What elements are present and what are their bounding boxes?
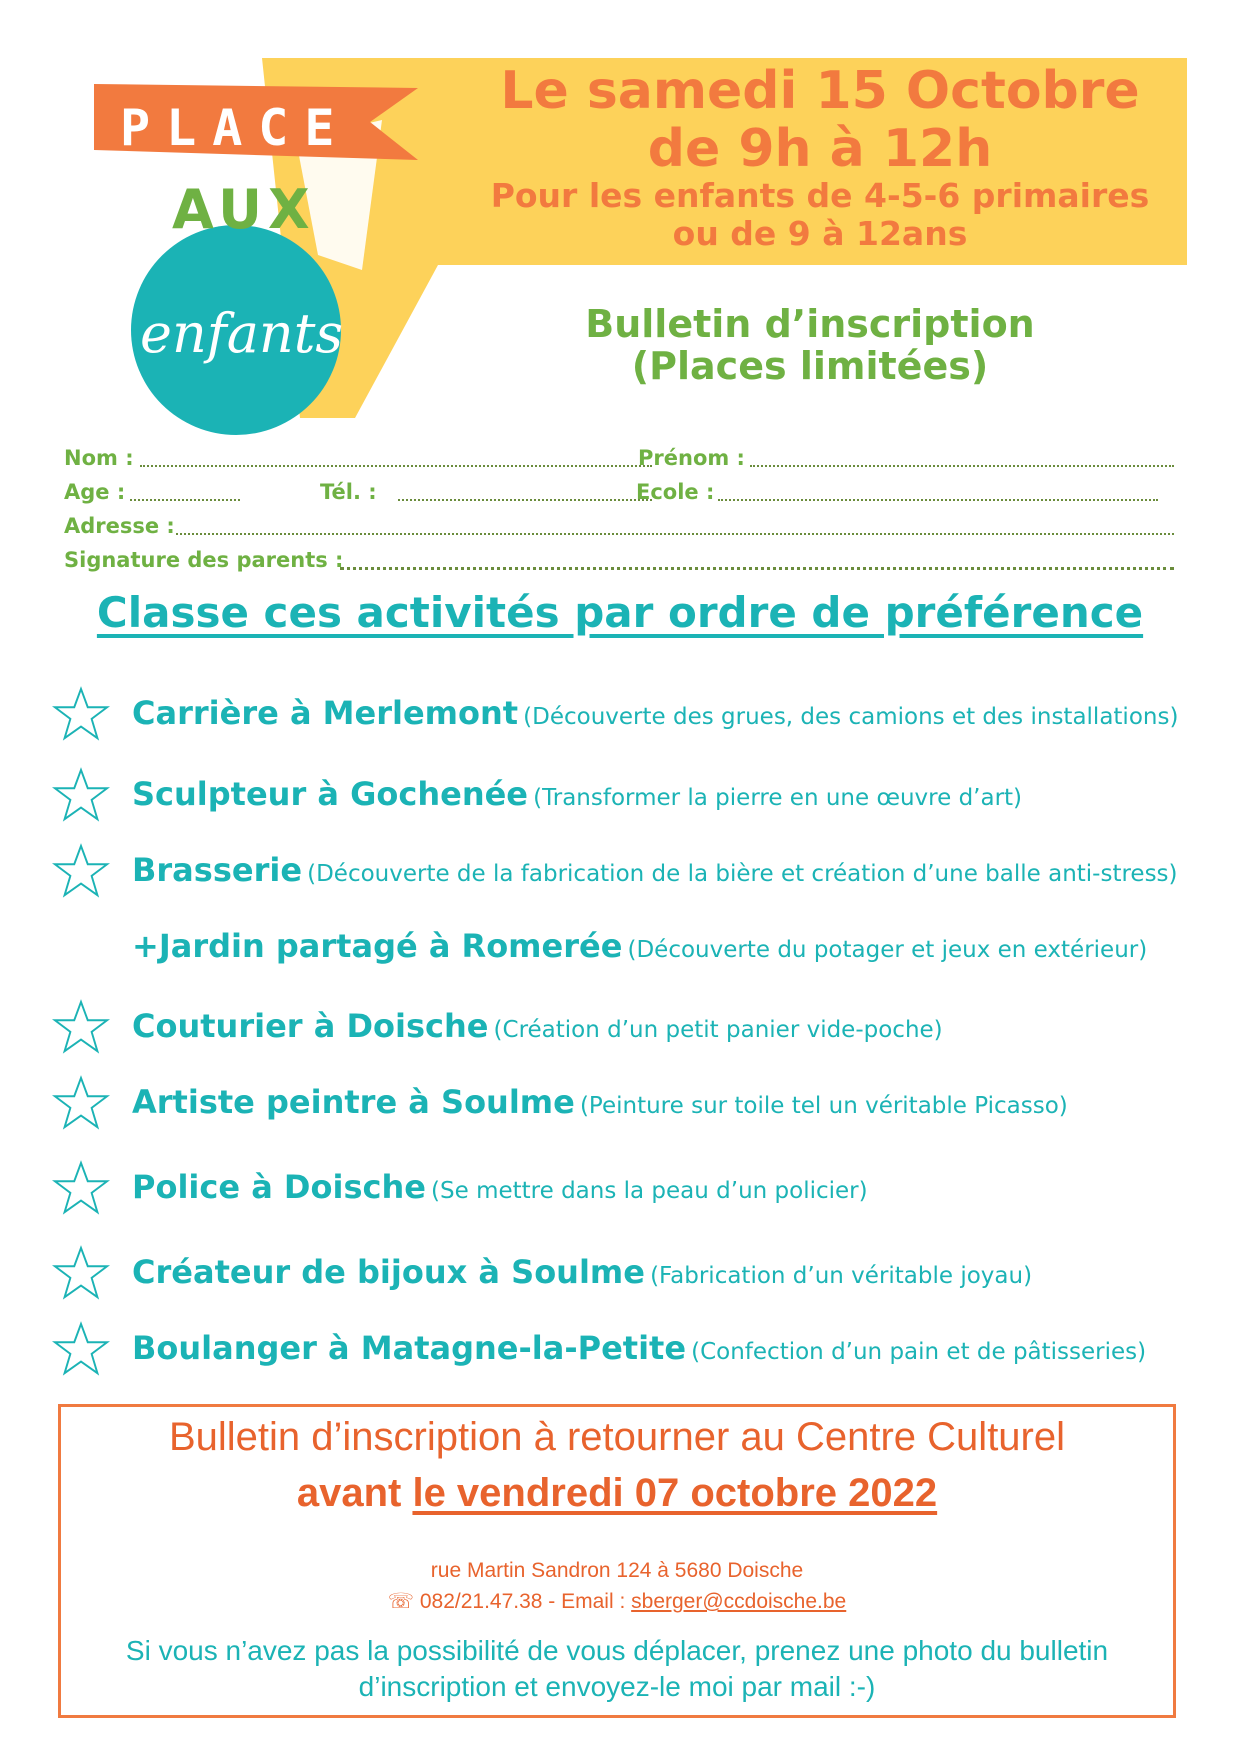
activity-item [52,843,1212,903]
bulletin-title: Bulletin d’inscription [585,302,1035,346]
nom-field[interactable] [140,465,652,467]
deadline-prefix: avant [296,1471,413,1515]
activity-description: (Découverte des grues, des camions et des installations) [523,704,1179,730]
activity-description: (Se mettre dans la peau d’un policier) [431,1178,868,1204]
ecole-field[interactable] [718,499,1158,501]
photo-note-line-1: Si vous n’avez pas la possibilité de vous déplacer, prenez une photo du bulletin [125,1635,1109,1666]
adresse-label: Adresse : [64,514,175,538]
tel-field[interactable] [398,499,652,501]
activity-item [52,999,1212,1059]
activity-item [52,1160,1212,1220]
form-row-age [64,480,1174,510]
star-icon[interactable] [52,1075,110,1133]
photo-note-line-2: d’inscription et envoyez-le moi par mail :-) [358,1671,876,1702]
logo-place-text: PLACE [120,99,351,157]
phone-text: ☏ 082/21.47.38 - Email : [387,1590,632,1613]
contact-line [61,1589,1173,1614]
activity-item [52,767,1212,827]
age-label: Age : [64,480,126,504]
logo-enfants-text: enfants [140,302,344,365]
ecole-label: Ecole : [636,480,715,504]
age-field[interactable] [130,499,240,501]
activity-name: Carrière à Merlemont [132,694,519,732]
activity-description: (Peinture sur toile tel un véritable Picasso) [579,1093,1068,1119]
return-info-box [58,1404,1176,1718]
audience-line-2: ou de 9 à 12ans [672,214,968,253]
activity-item [52,919,1212,979]
activity-description: (Découverte de la fabrication de la bière et création d’une balle anti-stress) [307,861,1178,887]
adresse-field[interactable] [176,533,1174,535]
form-row-signature [64,548,1174,578]
deadline-date: le vendredi 07 octobre 2022 [412,1471,938,1515]
activity-item [52,1245,1212,1305]
center-address: rue Martin Sandron 124 à 5680 Doische [430,1559,804,1582]
star-icon[interactable] [52,999,110,1057]
activity-description: (Transformer la pierre en une œuvre d’art) [533,785,1023,811]
nom-label: Nom : [64,446,134,470]
star-icon[interactable] [52,686,110,744]
audience-line-1: Pour les enfants de 4-5-6 primaires [490,176,1150,215]
bulletin-subtitle: (Places limitées) [631,344,989,388]
star-icon[interactable] [52,1160,110,1218]
activity-description: (Création d’un petit panier vide-poche) [493,1017,943,1043]
activity-description: (Confection d’un pain et de pâtisseries) [691,1339,1147,1365]
star-icon[interactable] [52,767,110,825]
activity-name: Boulanger à Matagne-la-Petite [132,1329,687,1367]
event-time: de 9h à 12h [647,119,993,179]
form-row-name [64,446,1174,476]
activity-name: Couturier à Doische [132,1007,489,1045]
form-row-address [64,514,1174,544]
activity-name: Artiste peintre à Soulme [132,1083,575,1121]
email-link[interactable]: sberger@ccdoische.be [631,1590,847,1613]
logo-aux-text: AUX [172,178,316,241]
signature-label: Signature des parents : [64,548,344,572]
return-instruction: Bulletin d’inscription à retourner au Centre Culturel [168,1415,1065,1459]
signature-field[interactable] [340,567,1174,570]
activity-description: (Fabrication d’un véritable joyau) [650,1263,1033,1289]
activity-description: (Découverte du potager et jeux en extérieur) [627,937,1148,963]
event-date: Le samedi 15 Octobre [500,61,1140,121]
activity-item [52,686,1212,746]
activity-name: +Jardin partagé à Romerée [132,927,623,965]
tel-label: Tél. : [320,480,377,504]
activity-name: Brasserie [132,851,303,889]
prenom-label: Prénom : [638,446,745,470]
activity-item [52,1321,1212,1381]
return-deadline [61,1471,1173,1516]
star-icon[interactable] [52,1321,110,1379]
ranking-title: Classe ces activités par ordre de préférence [96,588,1144,637]
activity-name: Créateur de bijoux à Soulme [132,1253,645,1291]
activity-item [52,1075,1212,1135]
star-icon[interactable] [52,843,110,901]
activity-name: Police à Doische [132,1168,426,1206]
activity-name: Sculpteur à Gochenée [132,775,528,813]
star-icon[interactable] [52,1245,110,1303]
prenom-field[interactable] [750,465,1174,467]
